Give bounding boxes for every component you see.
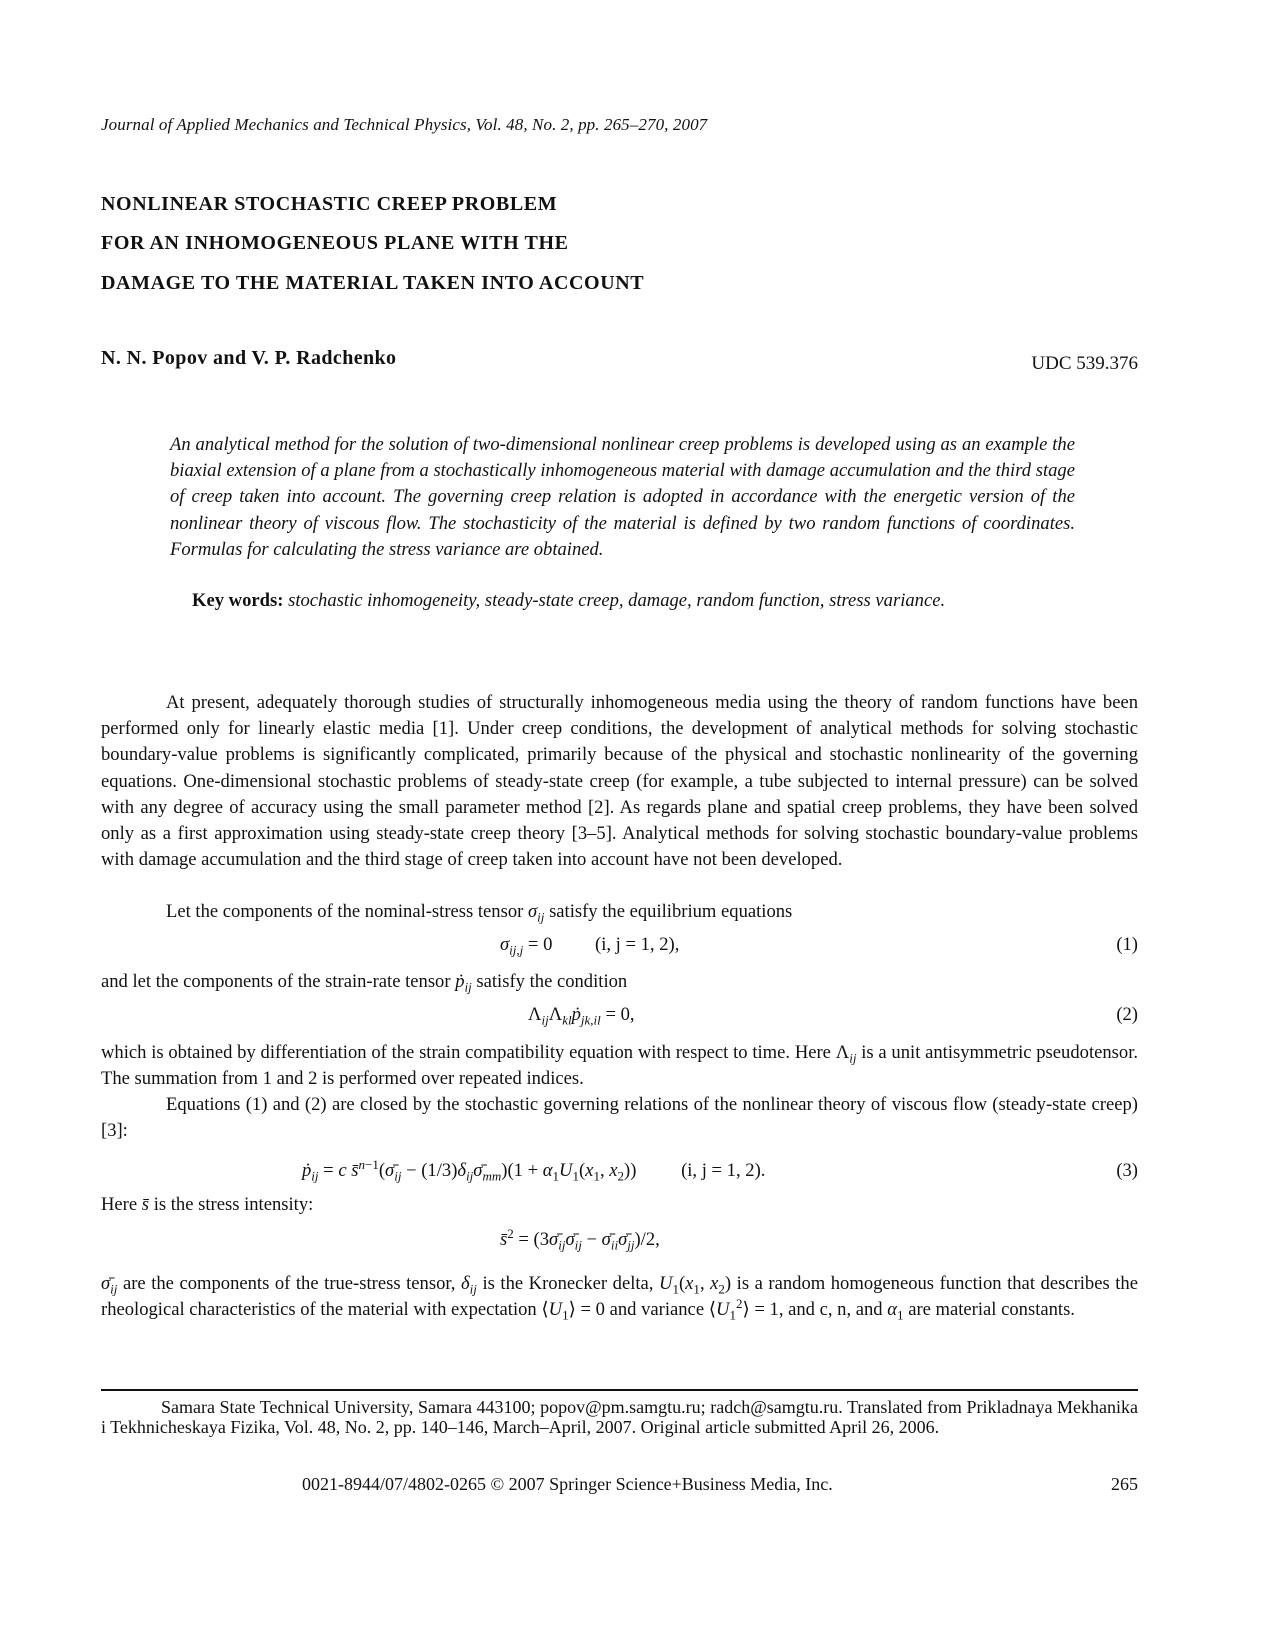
p-dot-ij-symbol: ṗ$_{ij}$ xyxy=(455,971,472,995)
equation-1-condition: (i, j = 1, 2), xyxy=(595,934,680,955)
journal-header: Journal of Applied Mechanics and Technical Physics, Vol. 48, No. 2, pp. 265–270, 2007 xyxy=(101,115,708,134)
paragraph-compatibility xyxy=(101,1040,1138,1092)
equation-stress-intensity: s̄$^2$ = ($3\sigmā_{ij}\sigmā_{ij}$ − $\sigmā_{ii}\sigmā_{jj})/2$, xyxy=(500,1225,660,1253)
equation-1-number: (1) xyxy=(1116,934,1138,955)
abstract: An analytical method for the solution of two-dimensional nonlinear creep problems is developed using as an example the biaxial extension of a plane from a stochastically inhomogeneous material with damage accumulation and the third stage of creep taken into account. The governing creep relation is adopted in accordance with the energetic version of the nonlinear theory of viscous flow. The stochasticity of the material is defined by two random functions of coordinates. Formulas for calculating the stress variance are obtained. xyxy=(170,434,1075,560)
paragraph-definitions-text-a: are the components of the true-stress tensor, xyxy=(122,1273,456,1294)
paragraph-compatibility-text-a: which is obtained by differentiation of the strain compatibility equation with respect to time. Here xyxy=(101,1042,831,1063)
equation-2-number: (2) xyxy=(1116,1004,1138,1025)
intro-paragraph: At present, adequately thorough studies of structurally inhomogeneous media using the theory of random functions have been performed only for linearly elastic media [1]. Under creep conditions, the development of analytical methods for solving stochastic boundary-value problems is significantly complicated, primarily because of the physical and stochastic nonlinearity of the governing equations. One-dimensional stochastic problems of steady-state creep (for example, a tube subjected to internal pressure) can be solved with any degree of accuracy using the small parameter method [2]. As regards plane and spatial creep problems, they have been solved only as a first approximation using steady-state creep theory [3–5]. Analytical methods for solving stochastic boundary-value problems with damage accumulation and the third stage of creep taken into account have not been developed. xyxy=(101,692,1138,871)
paragraph-stress-intensity-text-b: is the stress intensity: xyxy=(153,1194,314,1215)
expectation-expression: $⟨U_1⟩ = 0$ xyxy=(541,1299,605,1323)
s-bar-symbol: s̄ xyxy=(141,1194,150,1215)
paragraph-compatibility-text-b: is a unit antisymmetric pseudotensor. The summation from 1 and 2 is performed over repeated indices. xyxy=(101,1042,1139,1090)
paragraph-definitions-text-d: and variance xyxy=(609,1299,705,1321)
keywords-label: Key words: xyxy=(192,590,284,611)
paragraph-equilibrium xyxy=(101,899,1138,925)
page-number: 265 xyxy=(1111,1474,1138,1494)
copyright-line: 0021-8944/07/4802-0265 © 2007 Springer Science+Business Media, Inc. xyxy=(302,1474,833,1494)
paragraph-definitions-text-b: is the Kronecker delta, xyxy=(482,1273,654,1294)
authors: N. N. Popov and V. P. Radchenko xyxy=(101,347,397,369)
delta-ij-symbol: $\delta_{ij}$ xyxy=(461,1273,477,1297)
footnote: Samara State Technical University, Samara 443100; popov@pm.samgtu.ru; radch@samgtu.ru. Translated from Prikladnaya Mekhanika i Tekhnicheskaya Fizika, Vol. 48, No. 2, pp. 140–146, March–April, 2007. Original article submitted April 26, 2006. xyxy=(101,1397,1138,1437)
keywords xyxy=(170,588,1075,614)
sigma-bar-ij-symbol: $\sigmā_{ij}$ xyxy=(101,1273,118,1297)
paragraph-strain-rate-text-b: satisfy the condition xyxy=(476,971,628,992)
paragraph-definitions-text-c: is a random homogeneous function that describes the rheological characteristics of the material with expectation xyxy=(101,1273,1138,1321)
paragraph-stress-intensity xyxy=(101,1192,1138,1218)
title-line-2: FOR AN INHOMOGENEOUS PLANE WITH THE xyxy=(101,232,569,254)
udc-code: UDC 539.376 xyxy=(1031,353,1138,374)
equation-3: ṗ$_{ij}$ = c $s̄^{n-1}(\sigmā_{ij}$ − $(1/3)\delta_{ij}\sigmā_{mm})(1 + \alpha_1U_1(x_1$, $x_2$)) (i, j = 1, 2). xyxy=(302,1156,766,1184)
equation-2: $\Lambda_{ij}\Lambda_{kl}ṗ_{jk,il} = 0$, xyxy=(528,1004,635,1028)
paragraph-strain-rate xyxy=(101,969,1138,995)
equation-3-number: (3) xyxy=(1116,1160,1138,1181)
paragraph-definitions xyxy=(101,1271,1138,1323)
paragraph-strain-rate-text-a: and let the components of the strain-rate tensor xyxy=(101,971,451,992)
sigma-ij-symbol: $\sigma_{ij}$ xyxy=(528,901,545,925)
lambda-ij-symbol: $\Lambda_{ij}$ xyxy=(835,1042,857,1066)
title-line-1: NONLINEAR STOCHASTIC CREEP PROBLEM xyxy=(101,193,558,215)
equation-3-condition: (i, j = 1, 2). xyxy=(681,1160,766,1181)
u1-function-symbol: $U_1(x_1$, $x_2$) xyxy=(659,1273,732,1297)
paragraph-definitions-text-f: are material constants. xyxy=(908,1299,1075,1321)
title-line-3: DAMAGE TO THE MATERIAL TAKEN INTO ACCOUNT xyxy=(101,272,645,294)
equation-1: $\sigma_{ij,j} = 0$ (i, j = 1, 2), xyxy=(500,934,680,958)
variance-expression: $⟨U_1^2⟩ = 1$ xyxy=(708,1296,779,1323)
paragraph-definitions-text-e: , and c, n, and xyxy=(778,1299,883,1321)
alpha1-symbol: $\alpha_1$ xyxy=(887,1299,904,1323)
paragraph-governing: Equations (1) and (2) are closed by the stochastic governing relations of the nonlinear theory of viscous flow (steady-state creep) [3]: xyxy=(101,1094,1138,1142)
paragraph-stress-intensity-text-a: Here xyxy=(101,1194,138,1215)
paragraph-equilibrium-text-a: Let the components of the nominal-stress tensor xyxy=(166,901,524,922)
footnote-rule xyxy=(101,1389,1138,1391)
keywords-text: stochastic inhomogeneity, steady-state creep, damage, random function, stress variance. xyxy=(288,590,946,611)
paragraph-equilibrium-text-b: satisfy the equilibrium equations xyxy=(549,901,793,922)
